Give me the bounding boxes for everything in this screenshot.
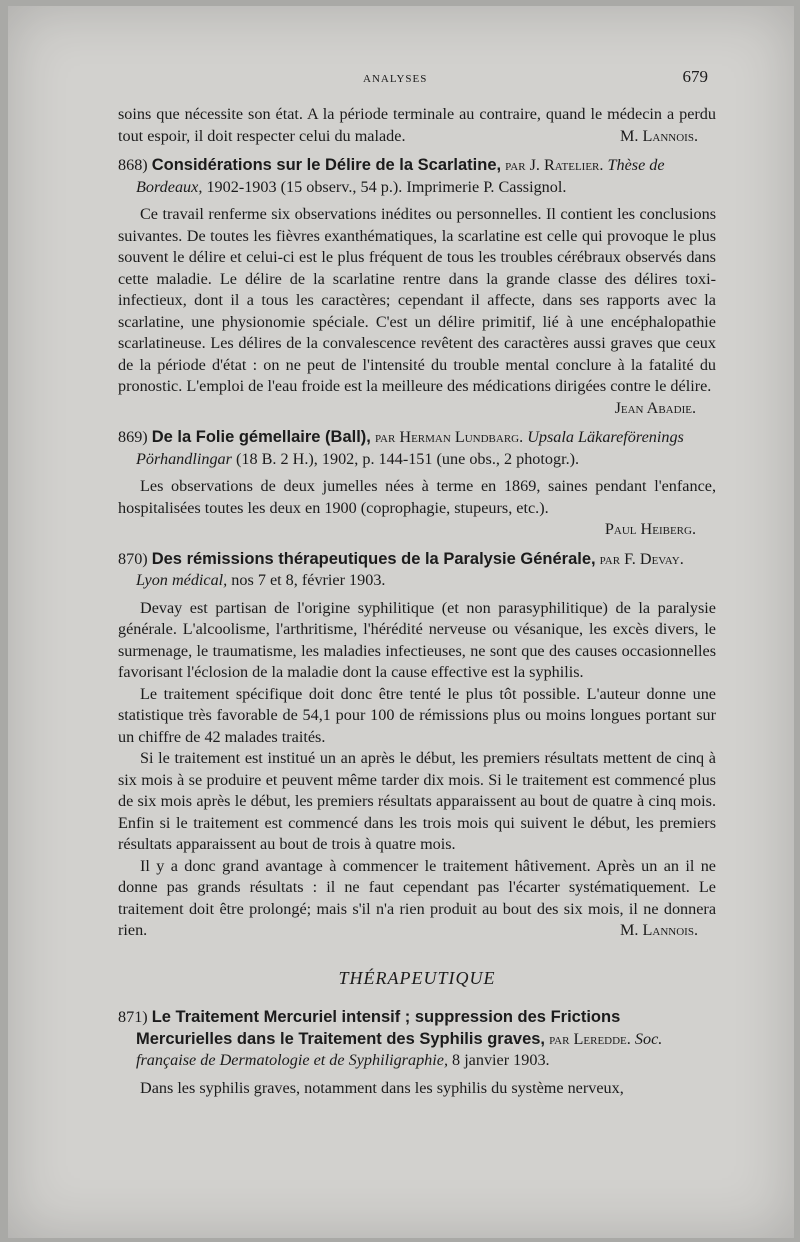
signature-lannois-2: M. Lannois.	[620, 921, 698, 939]
entry-869-heading	[118, 427, 716, 470]
entry-author: par Leredde.	[549, 1029, 631, 1048]
entry-details: 1902-1903 (15 observ., 54 p.). Imprimerie P. Cassignol.	[206, 177, 567, 196]
signature-heiberg: Paul Heiberg.	[604, 520, 696, 538]
entry-871-body: Dans les syphilis graves, notamment dans les syphilis du système nerveux,	[140, 1078, 624, 1097]
signature-lannois-1: M. Lannois.	[620, 126, 698, 145]
entry-title: Le Traitement Mercuriel intensif ; suppression des Frictions Mercurielles dans le Traitement des Syphilis graves,	[136, 1008, 621, 1048]
entry-title: De la Folie gémellaire (Ball),	[151, 428, 371, 446]
entry-details: 8 janvier 1903.	[452, 1051, 550, 1069]
entry-author: par Herman Lundbarg.	[374, 428, 524, 446]
entry-number: 871)	[118, 1008, 148, 1026]
entry-number: 870)	[118, 549, 148, 568]
entry-870-paragraph-2: Le traitement spécifique doit donc être tenté le plus tôt possible. L'auteur donne une statistique très favorable de 54,1 pour 100 de rémissions plus ou moins longues portant sur un chiffre de 42 malades traités.	[118, 684, 716, 746]
page-text	[118, 66, 716, 1099]
entry-870-paragraph-3: Si le traitement est institué un an après le début, les premiers résultats mettent de cinq à six mois à se produire et peuvent même tarder dix mois. Si le traitement est commencé plus de six mois après le début, les premiers résultats apparaissent au bout de quatre à cinq mois. Enfin si le traitement est commencé dans les trois mois qui suivent le début, les premiers résultats apparaissent au bout de trois à quatre mois.	[118, 749, 716, 853]
entry-title: Des rémissions thérapeutiques de la Paralysie Générale,	[151, 549, 596, 568]
entry-868-body: Ce travail renferme six observations inédites ou personnelles. Il contient les conclusions suivantes. De toutes les fièvres exanthématiques, la scarlatine est celle qui provoque le plus souvent le délire et celui-ci est le plus fréquent de tous les troubles cérébraux observés dans cette maladie. Le délire de la scarlatine rentre dans la grande classe des délires toxi-infectieux, dont il a tous les caractères; cependant il affecte, dans ses rapports avec la scarlatine, une physionomie spéciale. C'est un délire primitif, lié à une encéphalopathie scarlatineuse. Les délires de la convalescence revêtent des caractères aussi graves que ceux de la période d'état : on ne peut de l'intensité du trouble mental conclure à la fatalité du pronostic. L'emploi de l'eau froide est la meilleure des médications dirigées contre le délire.	[118, 205, 716, 395]
entry-870-heading	[118, 549, 716, 592]
entry-869-body: Les observations de deux jumelles nées à terme en 1869, saines pendant l'enfance, hospitalisées toutes les deux en 1900 (coprophagie, stupeurs, etc.).	[118, 477, 716, 517]
page-number: 679	[682, 67, 708, 86]
entry-number: 868)	[118, 156, 148, 174]
signature-abadie: Jean Abadie.	[614, 398, 696, 417]
entry-871-heading	[118, 1007, 716, 1072]
entry-author: par J. Ratelier.	[505, 156, 604, 174]
entry-number: 869)	[118, 428, 148, 446]
running-header	[118, 66, 716, 104]
entry-870-paragraph-1: Devay est partisan de l'origine syphilitique (et non parasyphilitique) de la paralysie générale. L'alcoolisme, l'arthritisme, l'hérédité nerveuse ou vésanique, les excès divers, le surmenage, le traumatisme, les maladies infectieuses, ne sont que des causes occasionnelles favorisant l'éclosion de la maladie dont la cause effective est la syphilis.	[118, 598, 716, 681]
entry-details: (18 B. 2 H.), 1902, p. 144-151 (une obs., 2 photogr.).	[236, 449, 580, 468]
entry-870-paragraph-4: Il y a donc grand avantage à commencer le traitement hâtivement. Après un an il ne donne pas grands résultats : il ne faut cependant pas l'écarter systématiquement. Le traitement doit être prolongé; mais s'il n'a rien produit au bout des six mois, il ne donnera rien. M. Lannois.	[118, 856, 716, 942]
entry-title: Considérations sur le Délire de la Scarlatine,	[151, 156, 502, 174]
entry-868-heading	[118, 155, 716, 198]
entry-source: Soc. française de Dermatologie et de Syphiligraphie,	[136, 1029, 663, 1069]
running-title: ANALYSES	[363, 73, 428, 85]
entry-author: par F. Devay.	[599, 549, 684, 568]
entry-source: Thèse de Bordeaux,	[136, 156, 665, 196]
entry-source: Upsala Läkareförenings Pörhandlingar	[136, 428, 684, 468]
opening-paragraph: soins que nécessite son état. A la période terminale au contraire, quand le médecin a perdu tout espoir, il doit respecter celui du malade. M. Lannois.	[118, 104, 716, 147]
book-page	[8, 6, 794, 1238]
section-heading: THÉRAPEUTIQUE	[338, 967, 496, 988]
entry-details: nos 7 et 8, février 1903.	[231, 571, 386, 589]
entry-source: Lyon médical,	[136, 571, 228, 589]
